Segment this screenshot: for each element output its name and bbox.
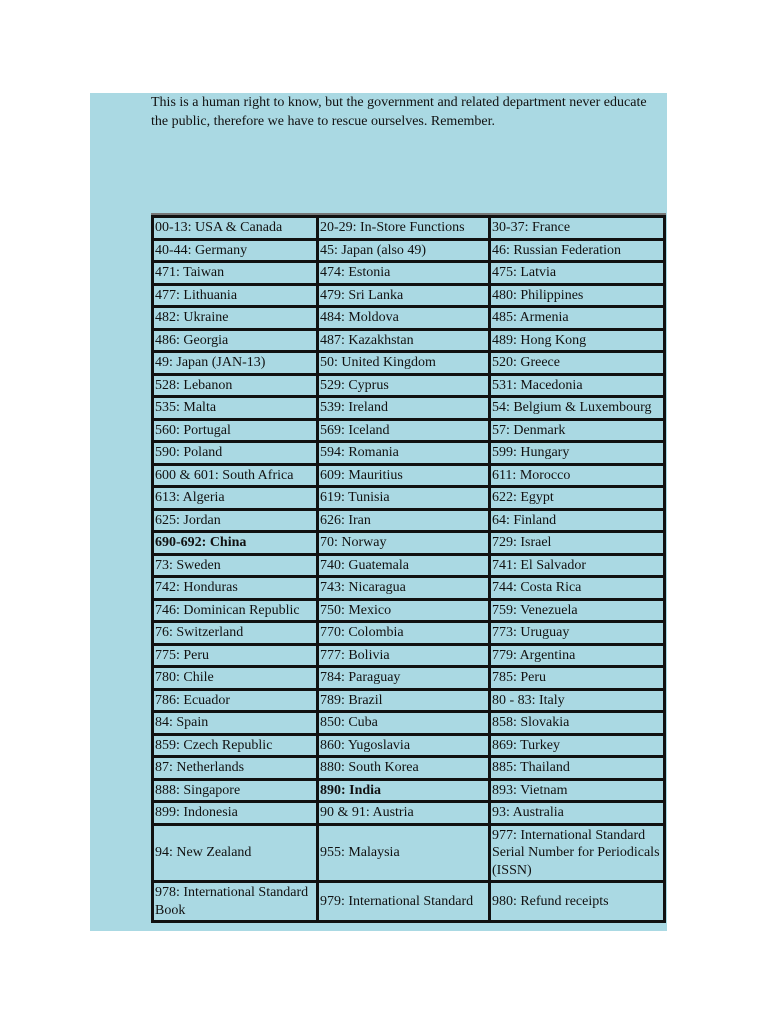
table-cell: 471: Taiwan xyxy=(154,263,316,283)
table-cell: 87: Netherlands xyxy=(154,758,316,778)
table-cell: 00-13: USA & Canada xyxy=(154,218,316,238)
table-cell: 50: United Kingdom xyxy=(319,353,488,373)
table-row xyxy=(154,286,663,306)
table-cell: 955: Malaysia xyxy=(319,826,488,881)
table-cell: 474: Estonia xyxy=(319,263,488,283)
table-cell: 613: Algeria xyxy=(154,488,316,508)
table-cell: 529: Cyprus xyxy=(319,376,488,396)
table-row xyxy=(154,353,663,373)
table-cell: 690-692: China xyxy=(154,533,316,553)
table-cell: 622: Egypt xyxy=(491,488,663,508)
table-cell: 775: Peru xyxy=(154,646,316,666)
table-row xyxy=(154,713,663,733)
table-cell: 977: International Standard Serial Number for Periodicals (ISSN) xyxy=(491,826,663,881)
table-row xyxy=(154,803,663,823)
table-cell: 759: Venezuela xyxy=(491,601,663,621)
table-cell: 779: Argentina xyxy=(491,646,663,666)
table-cell: 899: Indonesia xyxy=(154,803,316,823)
document-page xyxy=(90,93,667,931)
table-row xyxy=(154,331,663,351)
table-cell: 73: Sweden xyxy=(154,556,316,576)
table-cell: 20-29: In-Store Functions xyxy=(319,218,488,238)
table-cell: 780: Chile xyxy=(154,668,316,688)
barcode-country-table xyxy=(151,213,666,923)
table-cell: 539: Ireland xyxy=(319,398,488,418)
table-cell: 479: Sri Lanka xyxy=(319,286,488,306)
table-row xyxy=(154,443,663,463)
table-row xyxy=(154,466,663,486)
table-cell: 45: Japan (also 49) xyxy=(319,241,488,261)
table-cell: 599: Hungary xyxy=(491,443,663,463)
table-cell: 54: Belgium & Luxembourg xyxy=(491,398,663,418)
table-cell: 489: Hong Kong xyxy=(491,331,663,351)
table-row xyxy=(154,781,663,801)
table-cell: 487: Kazakhstan xyxy=(319,331,488,351)
table-cell: 789: Brazil xyxy=(319,691,488,711)
table-cell: 742: Honduras xyxy=(154,578,316,598)
table-cell: 477: Lithuania xyxy=(154,286,316,306)
table-cell: 885: Thailand xyxy=(491,758,663,778)
table-row xyxy=(154,308,663,328)
table-cell: 49: Japan (JAN-13) xyxy=(154,353,316,373)
table-cell: 741: El Salvador xyxy=(491,556,663,576)
table-cell: 744: Costa Rica xyxy=(491,578,663,598)
intro-paragraph: This is a human right to know, but the government and related department never educate the public, therefore we have to rescue ourselves. Remember. xyxy=(151,95,647,129)
table-cell: 729: Israel xyxy=(491,533,663,553)
table-cell: 46: Russian Federation xyxy=(491,241,663,261)
table-cell: 750: Mexico xyxy=(319,601,488,621)
table-cell: 90 & 91: Austria xyxy=(319,803,488,823)
table-cell: 979: International Standard xyxy=(319,883,488,920)
table-row xyxy=(154,623,663,643)
table-cell: 746: Dominican Republic xyxy=(154,601,316,621)
table-cell: 484: Moldova xyxy=(319,308,488,328)
table-row xyxy=(154,556,663,576)
table-cell: 485: Armenia xyxy=(491,308,663,328)
table-row xyxy=(154,758,663,778)
table-cell: 475: Latvia xyxy=(491,263,663,283)
table-cell: 777: Bolivia xyxy=(319,646,488,666)
table-cell: 609: Mauritius xyxy=(319,466,488,486)
table-cell: 480: Philippines xyxy=(491,286,663,306)
table-cell: 520: Greece xyxy=(491,353,663,373)
table-row xyxy=(154,601,663,621)
table-cell: 980: Refund receipts xyxy=(491,883,663,920)
table-cell: 64: Finland xyxy=(491,511,663,531)
table-cell: 93: Australia xyxy=(491,803,663,823)
table-cell: 80 - 83: Italy xyxy=(491,691,663,711)
table-cell: 893: Vietnam xyxy=(491,781,663,801)
table-row xyxy=(154,488,663,508)
table-row xyxy=(154,218,663,238)
table-cell: 40-44: Germany xyxy=(154,241,316,261)
table-cell: 869: Turkey xyxy=(491,736,663,756)
table-row xyxy=(154,646,663,666)
table-cell: 594: Romania xyxy=(319,443,488,463)
table-cell: 743: Nicaragua xyxy=(319,578,488,598)
table-cell: 76: Switzerland xyxy=(154,623,316,643)
table-cell: 880: South Korea xyxy=(319,758,488,778)
table-cell: 786: Ecuador xyxy=(154,691,316,711)
table-cell: 740: Guatemala xyxy=(319,556,488,576)
table-cell: 590: Poland xyxy=(154,443,316,463)
table-cell: 84: Spain xyxy=(154,713,316,733)
table-cell: 890: India xyxy=(319,781,488,801)
table-cell: 619: Tunisia xyxy=(319,488,488,508)
table-cell: 94: New Zealand xyxy=(154,826,316,881)
table-row xyxy=(154,736,663,756)
table-cell: 482: Ukraine xyxy=(154,308,316,328)
table-row xyxy=(154,376,663,396)
table-cell: 569: Iceland xyxy=(319,421,488,441)
table-cell: 531: Macedonia xyxy=(491,376,663,396)
table-cell: 850: Cuba xyxy=(319,713,488,733)
table-cell: 560: Portugal xyxy=(154,421,316,441)
table-cell: 626: Iran xyxy=(319,511,488,531)
table-row xyxy=(154,263,663,283)
table-row xyxy=(154,668,663,688)
table-cell: 770: Colombia xyxy=(319,623,488,643)
table-row xyxy=(154,883,663,920)
table-row xyxy=(154,826,663,881)
table-body xyxy=(154,218,663,920)
table-cell: 600 & 601: South Africa xyxy=(154,466,316,486)
table-row xyxy=(154,421,663,441)
table-cell: 486: Georgia xyxy=(154,331,316,351)
table-cell: 70: Norway xyxy=(319,533,488,553)
table-cell: 57: Denmark xyxy=(491,421,663,441)
table-cell: 535: Malta xyxy=(154,398,316,418)
table-row xyxy=(154,533,663,553)
table-cell: 528: Lebanon xyxy=(154,376,316,396)
table-cell: 625: Jordan xyxy=(154,511,316,531)
table-row xyxy=(154,578,663,598)
table-cell: 860: Yugoslavia xyxy=(319,736,488,756)
table-cell: 858: Slovakia xyxy=(491,713,663,733)
table-cell: 859: Czech Republic xyxy=(154,736,316,756)
table-cell: 773: Uruguay xyxy=(491,623,663,643)
table-cell: 30-37: France xyxy=(491,218,663,238)
table-cell: 978: International Standard Book xyxy=(154,883,316,920)
table-row xyxy=(154,511,663,531)
table-cell: 784: Paraguay xyxy=(319,668,488,688)
table-cell: 611: Morocco xyxy=(491,466,663,486)
table-row xyxy=(154,398,663,418)
table-row xyxy=(154,691,663,711)
table-row xyxy=(154,241,663,261)
table-cell: 785: Peru xyxy=(491,668,663,688)
table-cell: 888: Singapore xyxy=(154,781,316,801)
